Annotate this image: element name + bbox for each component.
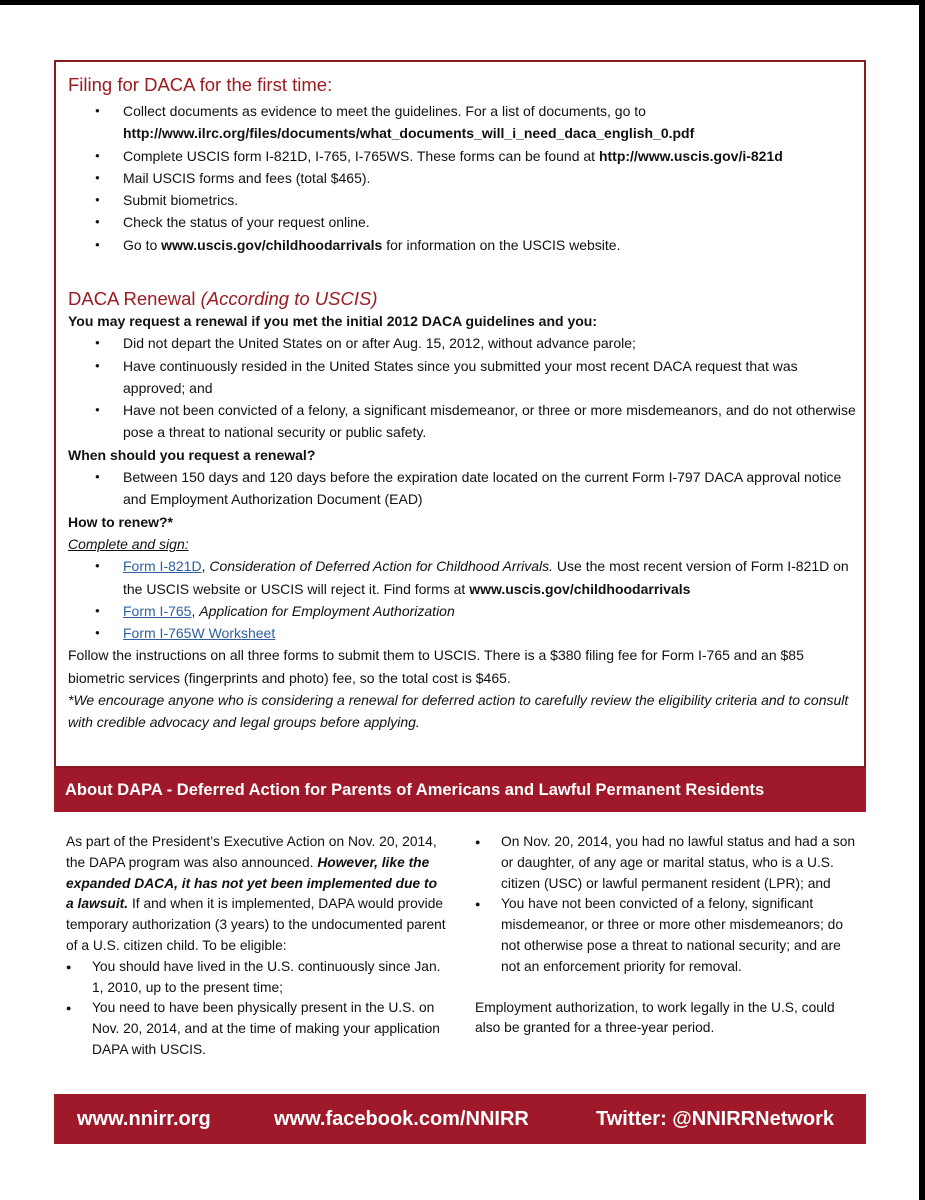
facebook-link[interactable]: www.facebook.com/NNIRR: [274, 1108, 529, 1130]
list-item: ● Submit biometrics.: [68, 189, 858, 211]
uscis-i821d-link[interactable]: http://www.uscis.gov/i-821d: [598, 147, 783, 164]
childhood-arrivals-link[interactable]: www.uscis.gov/childhoodarrivals: [469, 580, 691, 597]
first-time-list: [68, 100, 858, 256]
dapa-right-list: [475, 832, 859, 978]
list-item: ● You need to have been physically present in the U.S. on Nov. 20, 2014, and at the time of making your application DAPA with USCIS.: [66, 998, 448, 1060]
dapa-left-list: [66, 957, 448, 1061]
first-time-heading: Filing for DACA for the first time:: [68, 74, 333, 95]
renewal-note: *We encourage anyone who is considering a renewal for deferred action to carefully review the eligibility criteria and to consult with credible advocacy and legal groups before applying.: [68, 692, 849, 731]
documents-link[interactable]: http://www.ilrc.org/files/documents/what_documents_will_i_need_daca_english_0.pdf: [123, 125, 695, 142]
dapa-intro: As part of the President’s Executive Action on Nov. 20, 2014, the DAPA program was also announced. However, like the expanded DACA, it has not yet been implemented due to a lawsuit. If and when it is implemented, DAPA would provide temporary authorization (3 years) to the undocumented parent of a U.S. citizen child. To be eligible:: [66, 834, 446, 953]
form-i765-link[interactable]: Form I-765: [123, 602, 192, 619]
dapa-right-column: [475, 832, 859, 1039]
form-i765w-link[interactable]: Form I-765W Worksheet: [123, 625, 276, 642]
list-item: ● You should have lived in the U.S. continuously since Jan. 1, 2010, up to the present time;: [66, 957, 448, 999]
renewal-conditions: [68, 332, 858, 443]
list-item: ● Have not been convicted of a felony, a significant misdemeanor, or three or more misdemeanors, and do not otherwise pose a threat to national security or public safety.: [68, 399, 858, 444]
forms-list: [68, 555, 858, 644]
renewal-heading: DACA Renewal (According to USCIS): [68, 288, 378, 309]
list-item: ● Have continuously resided in the United States since you submitted your most recent DACA request that was approved; and: [68, 355, 858, 400]
right-border: [919, 0, 925, 1200]
list-item: ● Mail USCIS forms and fees (total $465).: [68, 167, 858, 189]
list-item: ● Form I-821D, Consideration of Deferred Action for Childhood Arrivals. Use the most recent version of Form I-821D on the USCIS website or USCIS will reject it. Find forms at www.uscis.gov/childhoodarrivals: [68, 555, 858, 600]
footer-bar: [54, 1094, 866, 1144]
list-item: ● Between 150 days and 120 days before the expiration date located on the current Form I-797 DACA approval notice and Employment Authorization Document (EAD): [68, 466, 858, 511]
dapa-closing: Employment authorization, to work legally in the U.S, could also be granted for a three-year period.: [475, 999, 835, 1036]
list-item: ● Complete USCIS form I-821D, I-765, I-765WS. These forms can be found at http://www.uscis.gov/i-821d: [68, 145, 858, 167]
daca-info-box: [54, 60, 866, 768]
form-i821d-link[interactable]: Form I-821D: [123, 558, 202, 575]
list-item: ● Did not depart the United States on or after Aug. 15, 2012, without advance parole;: [68, 332, 858, 354]
twitter-handle[interactable]: Twitter: @NNIRRNetwork: [596, 1108, 835, 1130]
dapa-banner: About DAPA - Deferred Action for Parents of Americans and Lawful Permanent Residents: [54, 768, 866, 812]
list-item: ● Form I-765, Application for Employment Authorization: [68, 600, 858, 622]
top-border: [0, 0, 925, 5]
when-question: When should you request a renewal?: [68, 446, 316, 463]
list-item: ● Go to www.uscis.gov/childhoodarrivals for information on the USCIS website.: [68, 234, 858, 256]
when-list: [68, 466, 858, 511]
website-link[interactable]: www.nnirr.org: [77, 1108, 211, 1130]
list-item: ● You have not been convicted of a felony, significant misdemeanor, or three or more other misdemeanors; do not otherwise pose a threat to national security; and are not an enforcement priority for removal.: [475, 894, 859, 977]
list-item: ● Check the status of your request online.: [68, 211, 858, 233]
renewal-intro: You may request a renewal if you met the initial 2012 DACA guidelines and you:: [68, 313, 598, 329]
childhood-arrivals-link[interactable]: www.uscis.gov/childhoodarrivals: [161, 236, 383, 253]
list-item: ● On Nov. 20, 2014, you had no lawful status and had a son or daughter, of any age or marital status, who is a U.S. citizen (USC) or lawful permanent resident (LPR); and: [475, 832, 859, 894]
list-item: [68, 622, 858, 644]
first-time-section: [68, 74, 858, 256]
complete-sign-label: Complete and sign:: [68, 535, 189, 552]
how-question: How to renew?*: [68, 513, 174, 530]
renewal-section: [68, 288, 858, 734]
dapa-left-column: [66, 832, 448, 1061]
list-item: ● Collect documents as evidence to meet the guidelines. For a list of documents, go to http://www.ilrc.org/files/documents/what_documents_will_i_need_daca_english_0.pdf: [68, 100, 858, 145]
fee-text: Follow the instructions on all three forms to submit them to USCIS. There is a $380 filing fee for Form I-765 and an $85 biometric services (fingerprints and photo) fee, so the total cost is $465.: [68, 647, 804, 686]
